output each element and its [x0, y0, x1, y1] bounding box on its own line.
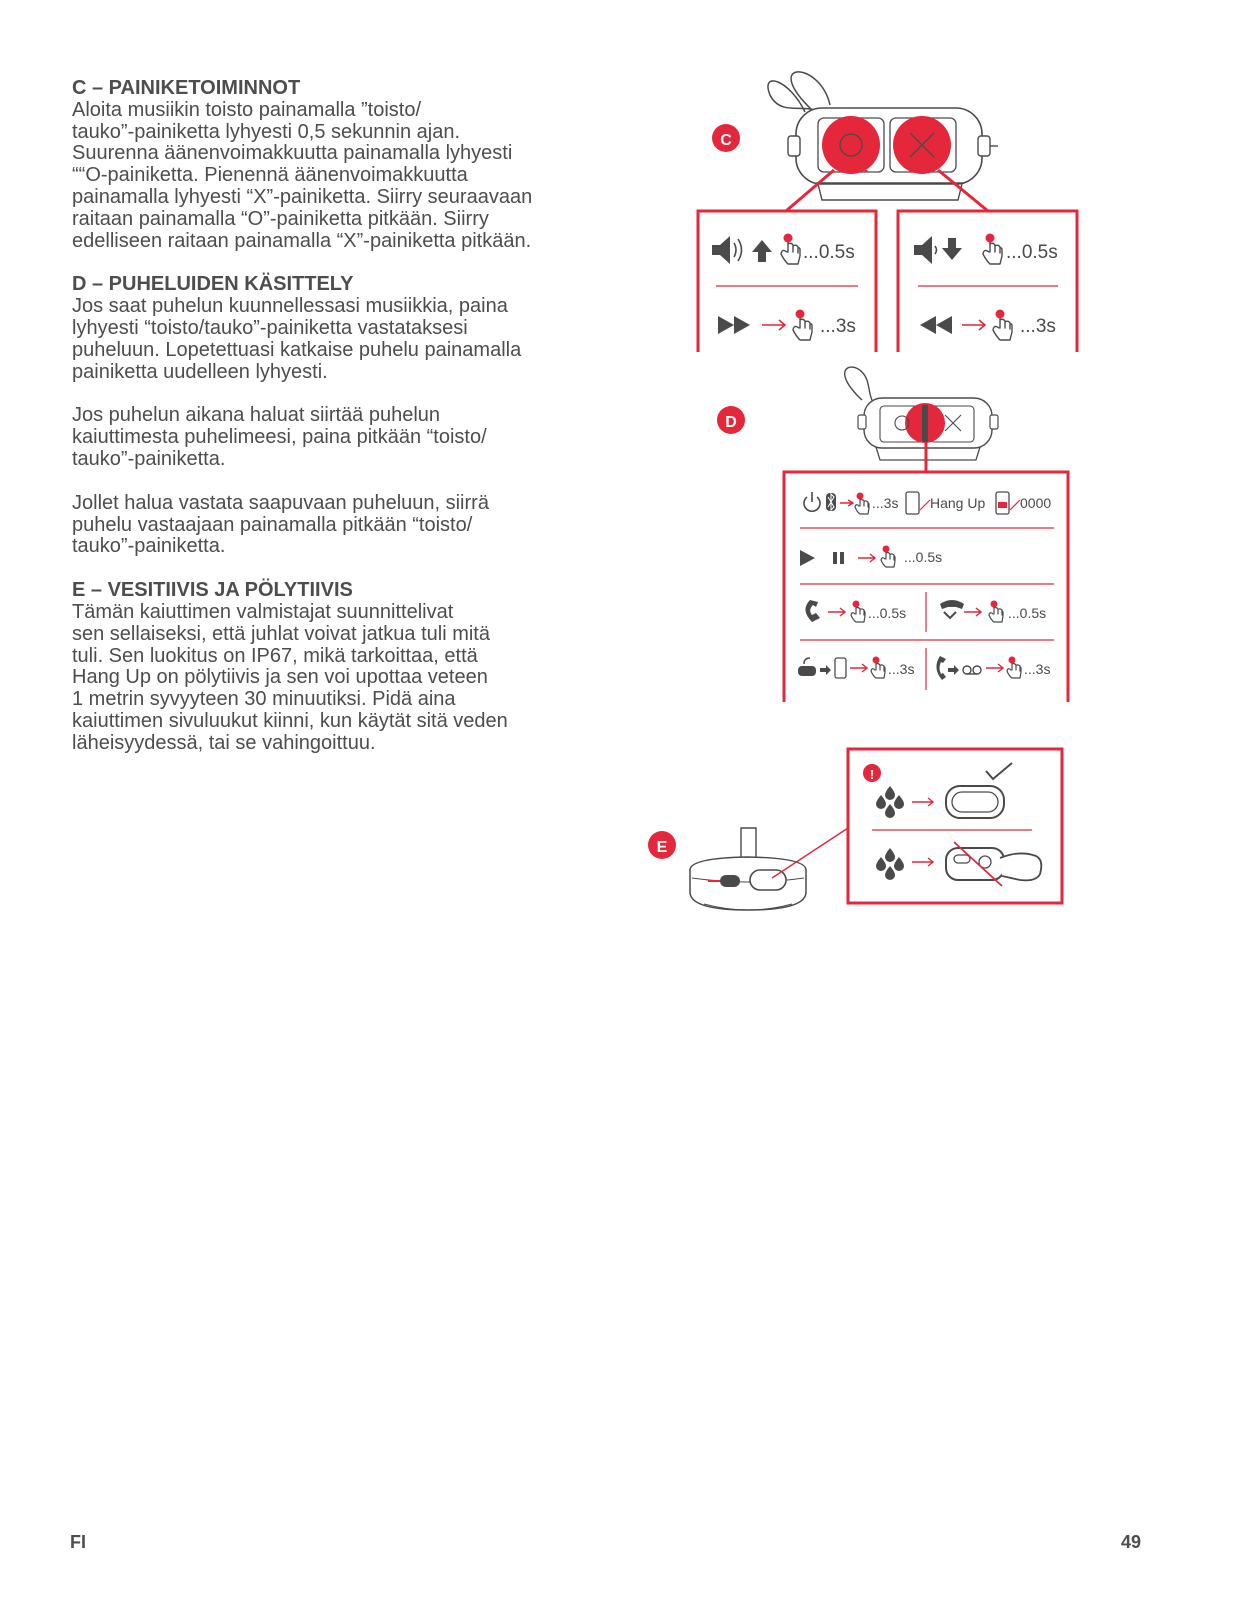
c-vol-down-time: ...0.5s — [1006, 242, 1058, 263]
d-transfer-time: ...3s — [888, 661, 915, 677]
press-icon — [851, 601, 865, 623]
press-icon — [881, 546, 895, 568]
label-d: D — [725, 414, 737, 431]
c-right-panel — [898, 211, 1077, 352]
volume-down-icon — [914, 236, 937, 264]
footer-language: FI — [70, 1532, 86, 1552]
next-track-icon — [718, 316, 750, 334]
press-icon — [1007, 657, 1021, 679]
d-answer-time: ...0.5s — [868, 605, 907, 621]
press-icon — [993, 310, 1012, 341]
previous-track-icon — [920, 316, 952, 334]
power-icon — [804, 492, 820, 511]
e-panel — [848, 749, 1062, 903]
speaker-top-view-d — [845, 367, 998, 460]
press-icon — [871, 657, 885, 679]
section-e-body: Tämän kaiuttimen valmistajat suunnittelivat sen sellaiseksi, että juhlat voivat jatkua tuli mitä tuli. Sen luokitus on IP67, mikä tarkoittaa, että Hang Up on pölytiivis ja sen voi upottaa veteen 1 metrin syvyyteen 30 minuutiksi. Pidä aina kaiuttimen sivuluukut kiinni, kun käytät sitä veden läheisyydessä, tai se vahingoittuu. — [72, 600, 508, 754]
section-c-body: Aloita musiikin toisto painamalla ”toisto/ tauko”-painiketta lyhyesti 0,5 sekunnin ajan. Suurenna äänenvoimakkuutta painamalla lyhyesti ““O-painiketta. Pienennä äänenvoimakkuutta painamalla lyhyesti “X”-painiketta. Siirry seuraavaan raitaan painamalla “O”-painiketta pitkään. Siirry edelliseen raitaan painamalla “X”-painiketta pitkään. — [72, 98, 533, 252]
speaker-side-view-e — [690, 828, 806, 910]
d-pin: 0000 — [1020, 495, 1052, 511]
arrow-up-icon — [752, 240, 772, 262]
press-icon — [855, 493, 869, 515]
section-d-body-3: Jollet halua vastata saapuvaan puheluun, siirrä puhelu vastaajaan painamalla pitkään “toisto/ tauko”-painiketta. — [72, 491, 489, 558]
closed-port-icon — [946, 786, 1004, 818]
label-e: E — [656, 839, 668, 856]
press-icon — [989, 601, 1003, 623]
c-vol-up-time: ...0.5s — [803, 242, 855, 263]
d-device-name: Hang Up — [930, 495, 986, 511]
d-power-time: ...3s — [872, 495, 899, 511]
pause-icon — [833, 552, 844, 564]
section-d-body-1: Jos saat puhelun kuunnellessasi musiikkia, paina lyhyesti “toisto/tauko”-painiketta vastataksesi puheluun. Lopetettuasi katkaise puhelu painamalla painiketta uudelleen lyhyesti. — [72, 295, 522, 383]
phone-icon — [906, 492, 919, 514]
section-d-heading: D – PUHELUIDEN KÄSITTELY — [72, 273, 354, 296]
press-icon — [793, 310, 812, 341]
call-to-voicemail-icon — [936, 656, 981, 680]
d-reject-time: ...0.5s — [1008, 605, 1047, 621]
d-panel — [784, 472, 1068, 702]
press-icon — [781, 234, 800, 265]
section-e-heading: E – VESITIIVIS JA PÖLYTIIVIS — [72, 579, 353, 602]
c-next-time: ...3s — [820, 316, 856, 337]
press-icon — [983, 234, 1002, 265]
play-icon — [800, 550, 815, 566]
answer-call-icon — [805, 600, 820, 622]
speaker-top-view-c — [768, 72, 998, 200]
c-left-panel — [698, 211, 876, 352]
warning-label: ! — [869, 767, 875, 782]
reject-call-icon — [940, 600, 964, 609]
page-number: 49 — [1120, 1532, 1141, 1552]
speaker-to-phone-icon — [798, 658, 846, 678]
arrow-down-icon — [942, 238, 962, 260]
volume-up-icon — [712, 236, 742, 264]
section-c-heading: C – PAINIKETOIMINNOT — [72, 77, 301, 99]
label-c: C — [720, 132, 732, 149]
play-pause-button-highlight — [822, 116, 880, 174]
c-prev-time: ...3s — [1020, 316, 1056, 337]
d-play-time: ...0.5s — [904, 549, 943, 565]
section-d-body-2: Jos puhelun aikana haluat siirtää puhelun kaiuttimesta puhelimeesi, paina pitkään “toisto/ tauko”-painiketta. — [72, 404, 487, 470]
d-voicemail-time: ...3s — [1024, 661, 1051, 677]
